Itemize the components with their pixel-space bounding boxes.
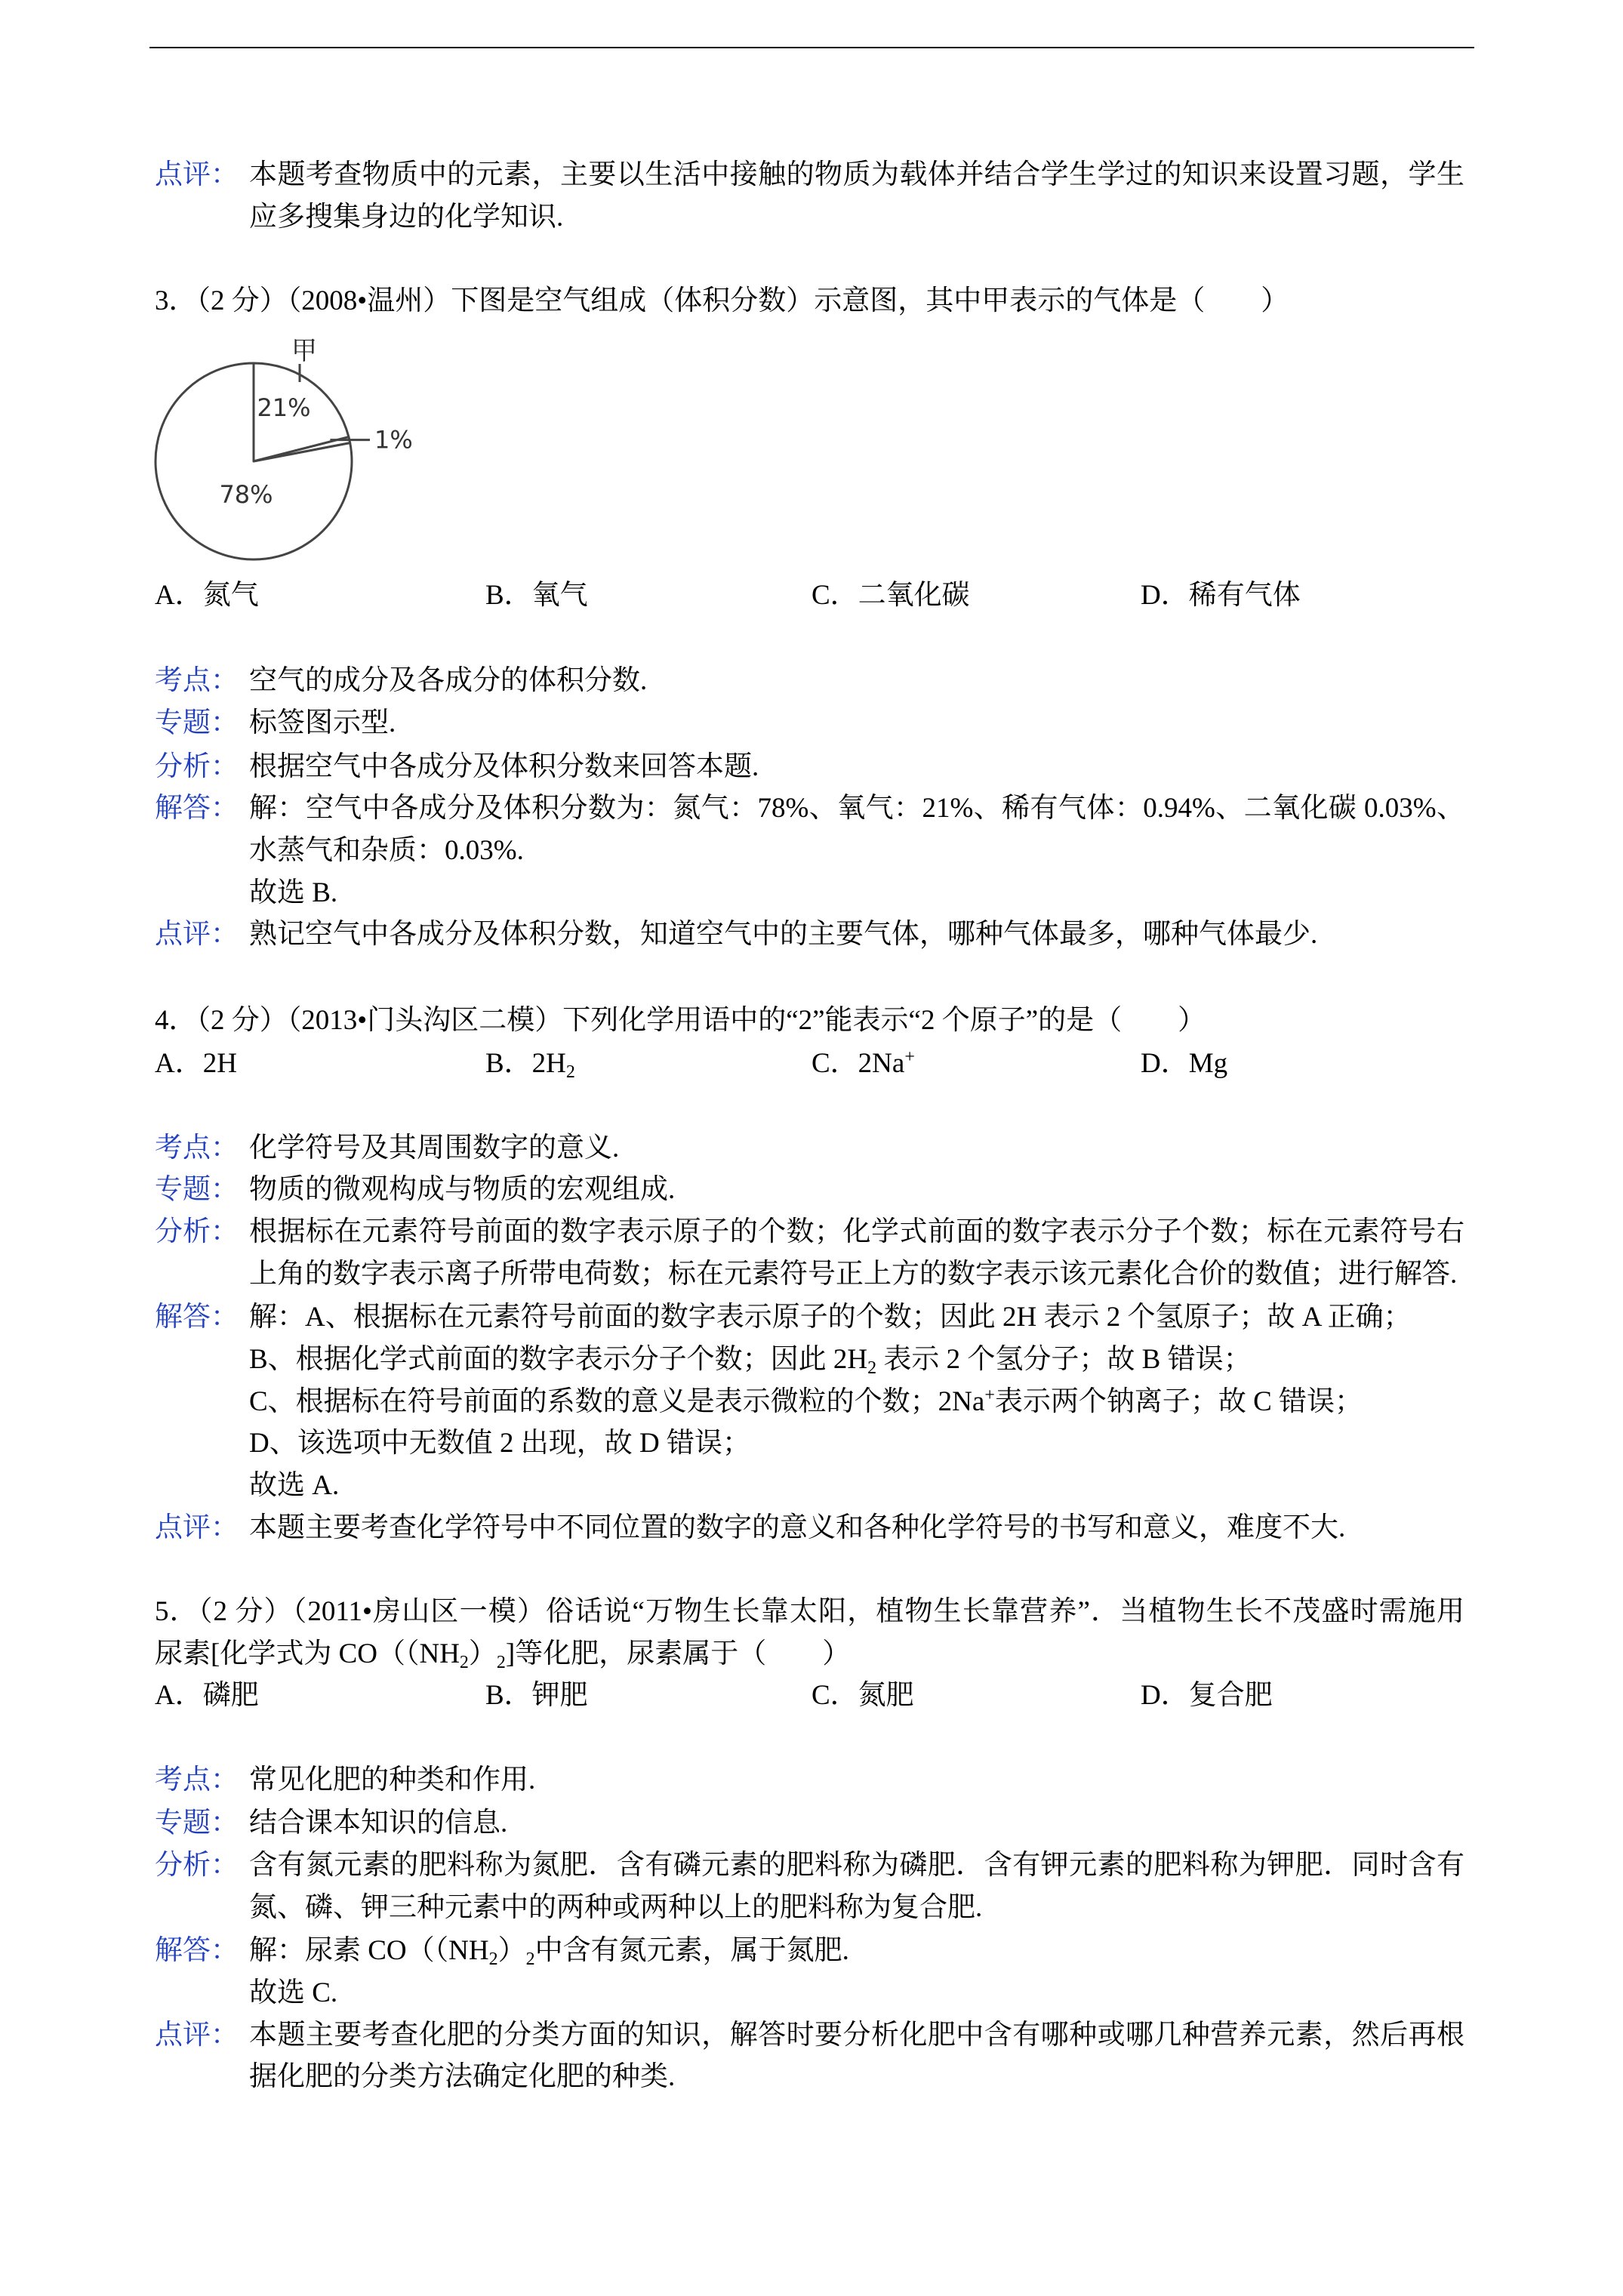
topic-label: 专题： <box>155 1174 239 1205</box>
solution-text: D、该选项中无数值 2 出现，故 D 错误； <box>249 1428 750 1459</box>
pie-slices <box>156 363 352 559</box>
option-a <box>155 1043 237 1085</box>
option-c <box>812 1043 915 1085</box>
solution-text: 表示 2 个氢分子；故 B 错误； <box>876 1344 1252 1375</box>
option-d-text: D．Mg <box>1141 1048 1228 1079</box>
comment-label: 点评： <box>155 919 239 950</box>
comment-row <box>155 154 1464 196</box>
option-a: A．磷肥 <box>155 1680 259 1711</box>
solution-row <box>249 830 524 872</box>
topic-label: 专题： <box>155 707 239 738</box>
option-a-text: A．2H <box>155 1048 237 1079</box>
analysis-text: 根据空气中各成分及体积分数来回答本题. <box>249 751 759 782</box>
question-3-stem: 3．（2 分）（2008•温州）下图是空气组成（体积分数）示意图，其中甲表示的气体是（ ） <box>155 285 1289 316</box>
solution-text: 解：尿素 CO（（NH <box>249 1935 489 1966</box>
solution-row <box>249 1972 337 2014</box>
test-point-label: 考点： <box>155 1764 239 1795</box>
subscript: 2 <box>496 1653 506 1672</box>
analysis-label: 分析： <box>155 1216 239 1247</box>
option-c: C．二氧化碳 <box>812 580 970 611</box>
topic-text: 标签图示型. <box>249 707 396 738</box>
comment-row <box>155 2014 1464 2057</box>
solution-row <box>155 1296 1412 1339</box>
test-point-text: 常见化肥的种类和作用. <box>249 1764 536 1795</box>
topic-row <box>155 702 396 744</box>
test-point-label: 考点： <box>155 1133 239 1163</box>
test-point-text: 化学符号及其周围数字的意义. <box>249 1133 620 1163</box>
comment-label: 点评： <box>155 159 239 190</box>
superscript: + <box>984 1385 995 1405</box>
option-d: D．复合肥 <box>1141 1680 1273 1711</box>
question-5-stem: 5．（2 分）（2011•房山区一模）俗话说“万物生长靠太阳，植物生长靠营养”．当植物生长不茂盛时需施用 <box>155 1596 1464 1627</box>
option-b-text: B．2H <box>485 1048 566 1079</box>
test-point-row <box>155 1127 619 1170</box>
comment-text: 应多搜集身边的化学知识. <box>249 202 564 233</box>
question-5-stem <box>155 1633 850 1675</box>
test-point-row <box>155 660 647 702</box>
comment-text: 熟记空气中各成分及体积分数，知道空气中的主要气体，哪种气体最多，哪种气体最少. <box>249 919 1318 950</box>
pie-chart <box>143 332 460 574</box>
solution-label: 解答： <box>155 1935 239 1966</box>
solution-text: 表示两个钠离子；故 C 错误； <box>994 1386 1363 1417</box>
question-5-options <box>0 1675 1623 1717</box>
option-b <box>485 1043 575 1085</box>
solution-text: C、根据标在符号前面的系数的意义是表示微粒的个数；2Na <box>249 1386 985 1417</box>
superscript: + <box>904 1047 915 1067</box>
analysis-text: 含有氮元素的肥料称为氮肥．含有磷元素的肥料称为磷肥．含有钾元素的肥料称为钾肥．同时含有 <box>249 1850 1464 1881</box>
solution-text: ） <box>497 1935 526 1966</box>
analysis-row <box>155 1211 1464 1253</box>
stem-text: ]等化肥，尿素属于（ ） <box>505 1638 851 1669</box>
comment-row <box>155 914 1317 956</box>
solution-row <box>249 1422 750 1465</box>
subscript: 2 <box>565 1062 575 1082</box>
solution-text: 解：A、根据标在元素符号前面的数字表示原子的个数；因此 2H 表示 2 个氢原子；故 A 正确； <box>249 1302 1412 1333</box>
analysis-row <box>155 746 759 788</box>
subscript: 2 <box>488 1949 498 1969</box>
option-b: B．氧气 <box>485 580 588 611</box>
option-d: D．稀有气体 <box>1141 580 1301 611</box>
analysis-label: 分析： <box>155 1850 239 1881</box>
header-rule <box>149 47 1474 48</box>
question-4-stem: 4．（2 分）（2013•门头沟区二模）下列化学用语中的“2”能表示“2 个原子”的是（ ） <box>155 1005 1206 1036</box>
option-d <box>1141 1043 1227 1085</box>
solution-row <box>249 1381 1363 1423</box>
stem-text: 尿素[化学式为 CO（（NH <box>155 1638 460 1669</box>
question-4-options <box>0 1043 1623 1085</box>
answer-text: 故选 B. <box>249 877 338 908</box>
comment-text: 据化肥的分类方法确定化肥的种类. <box>249 2061 676 2092</box>
solution-text: 解：空气中各成分及体积分数为：氮气：78%、氧气：21%、稀有气体：0.94%、二氧化碳 0.03%、 <box>249 793 1464 824</box>
topic-text: 物质的微观构成与物质的宏观组成. <box>249 1174 676 1205</box>
option-c: C．氮肥 <box>812 1680 914 1711</box>
stem-text: ） <box>468 1638 497 1669</box>
solution-text: B、根据化学式前面的数字表示分子个数；因此 2H <box>249 1344 868 1375</box>
analysis-row <box>155 1845 1464 1887</box>
solution-text: 水蒸气和杂质：0.03%. <box>249 835 524 866</box>
topic-row <box>155 1802 507 1845</box>
topic-text: 结合课本知识的信息. <box>249 1808 508 1838</box>
solution-row <box>155 1930 849 1972</box>
analysis-label: 分析： <box>155 751 239 782</box>
solution-label: 解答： <box>155 1302 239 1333</box>
comment-text: 本题主要考查化肥的分类方面的知识，解答时要分析化肥中含有哪种或哪几种营养元素，然后再根 <box>249 2020 1464 2051</box>
topic-row <box>155 1169 675 1211</box>
answer-text: 故选 C. <box>249 1977 338 2008</box>
analysis-row <box>249 1253 1457 1296</box>
subscript: 2 <box>459 1653 469 1672</box>
comment-row <box>249 2056 675 2098</box>
comment-label: 点评： <box>155 2020 239 2051</box>
comment-label: 点评： <box>155 1512 239 1543</box>
comment-row <box>155 1507 1345 1549</box>
solution-row <box>249 872 337 914</box>
option-b: B．钾肥 <box>485 1680 588 1711</box>
solution-row <box>249 1465 339 1507</box>
solution-text: 中含有氮元素，属于氮肥. <box>534 1935 849 1966</box>
question-3-options <box>0 575 1623 617</box>
pie-label: 1% <box>374 425 413 455</box>
topic-label: 专题： <box>155 1808 239 1838</box>
comment-row <box>249 196 563 239</box>
solution-row <box>155 787 1464 830</box>
test-point-text: 空气的成分及各成分的体积分数. <box>249 665 648 696</box>
subscript: 2 <box>525 1949 535 1969</box>
solution-row <box>249 1339 1252 1381</box>
analysis-text: 氮、磷、钾三种元素中的两种或两种以上的肥料称为复合肥. <box>249 1892 983 1923</box>
pie-label: 78% <box>219 480 273 509</box>
answer-text: 故选 A. <box>249 1470 340 1501</box>
solution-label: 解答： <box>155 793 239 824</box>
option-a: A．氮气 <box>155 580 259 611</box>
analysis-text: 根据标在元素符号前面的数字表示原子的个数；化学式前面的数字表示分子个数；标在元素符号右 <box>249 1216 1464 1247</box>
comment-text: 本题考查物质中的元素，主要以生活中接触的物质为载体并结合学生学过的知识来设置习题，学生 <box>249 159 1464 190</box>
test-point-label: 考点： <box>155 665 239 696</box>
test-point-row <box>155 1759 535 1801</box>
subscript: 2 <box>867 1358 877 1378</box>
option-c-text: C．2Na <box>812 1048 905 1079</box>
slice-name-label: 甲 <box>291 336 317 366</box>
analysis-row <box>249 1887 982 1929</box>
comment-text: 本题主要考查化学符号中不同位置的数字的意义和各种化学符号的书写和意义，难度不大. <box>249 1512 1346 1543</box>
pie-label: 21% <box>257 393 311 422</box>
analysis-text: 上角的数字表示离子所带电荷数；标在元素符号正上方的数字表示该元素化合价的数值；进行解答. <box>249 1259 1458 1290</box>
